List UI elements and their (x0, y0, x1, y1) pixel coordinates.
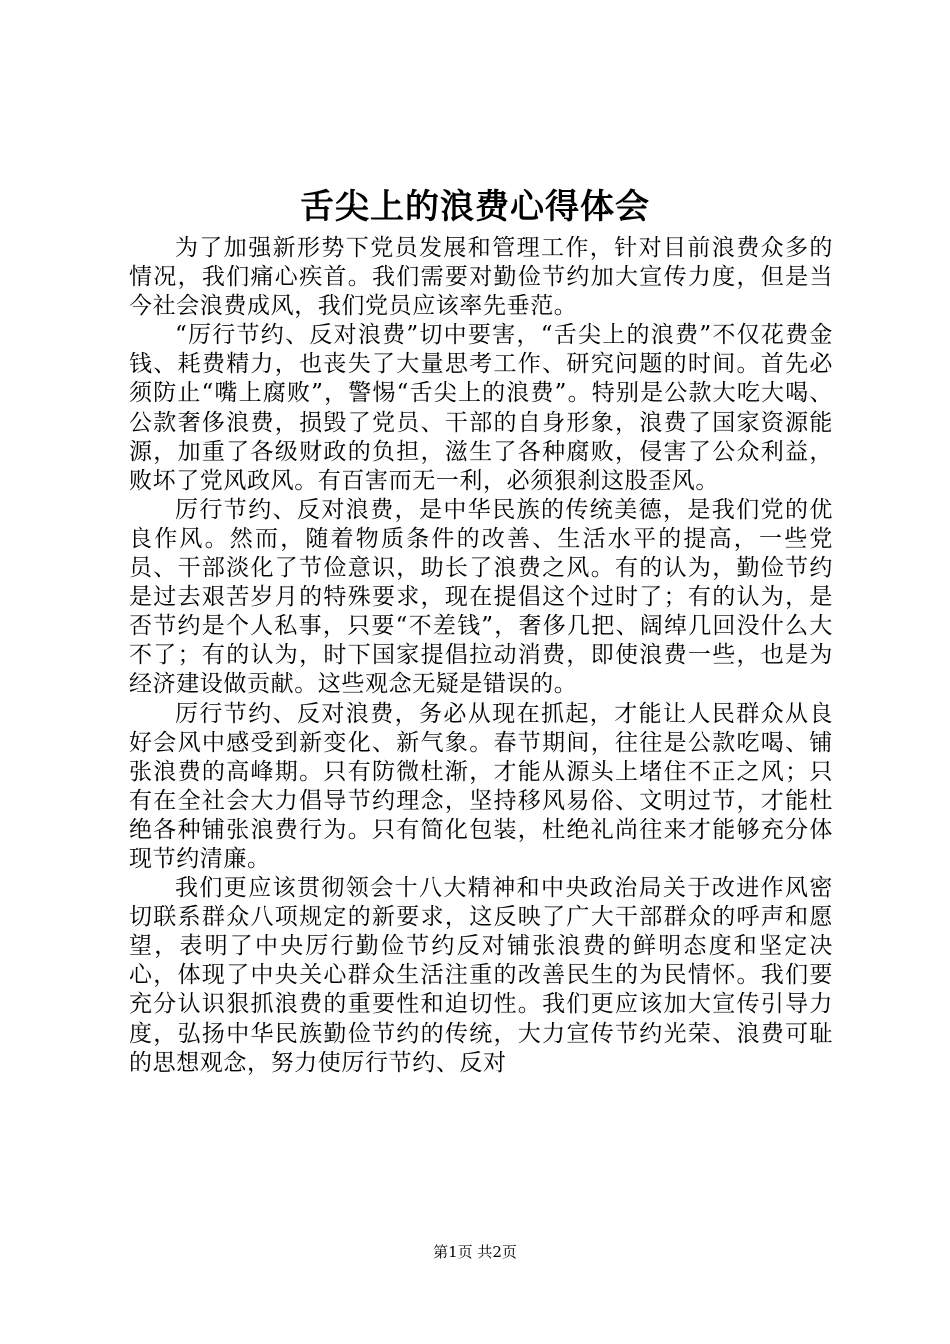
paragraph-2: “厉行节约、反对浪费”切中要害，“舌尖上的浪费”不仅花费金钱、耗费精力，也丧失了大量思考工作、研究问题的时间。首先必须防止“嘴上腐败”，警惕“舌尖上的浪费”。特别是公款大吃大喝、公款奢侈浪费，损毁了党员、干部的自身形象，浪费了国家资源能源，加重了各级财政的负担，滋生了各种腐败，侵害了公众利益，败坏了党风政风。有百害而无一利，必须狠刹这股歪风。 (129, 322, 833, 494)
paragraph-4: 厉行节约、反对浪费，务必从现在抓起，才能让人民群众从良好会风中感受到新变化、新气象。春节期间，往往是公款吃喝、铺张浪费的高峰期。只有防微杜渐，才能从源头上堵住不正之风；只有在全社会大力倡导节约理念，坚持移风易俗、文明过节，才能杜绝各种铺张浪费行为。只有简化包装，杜绝礼尚往来才能够充分体现节约清廉。 (129, 700, 833, 872)
paragraph-3: 厉行节约、反对浪费，是中华民族的传统美德，是我们党的优良作风。然而，随着物质条件的改善、生活水平的提高，一些党员、干部淡化了节俭意识，助长了浪费之风。有的认为，勤俭节约是过去艰苦岁月的特殊要求，现在提倡这个过时了；有的认为，是否节约是个人私事，只要“不差钱”，奢侈几把、阔绰几回没什么大不了；有的认为，时下国家提倡拉动消费，即使浪费一些，也是为经济建设做贡献。这些观念无疑是错误的。 (129, 496, 833, 698)
paragraph-5: 我们更应该贯彻领会十八大精神和中央政治局关于改进作风密切联系群众八项规定的新要求，这反映了广大干部群众的呼声和愿望，表明了中央厉行勤俭节约反对铺张浪费的鲜明态度和坚定决心，体现了中央关心群众生活注重的改善民生的为民情怀。我们要充分认识狠抓浪费的重要性和迫切性。我们更应该加大宣传引导力度，弘扬中华民族勤俭节约的传统，大力宣传节约光荣、浪费可耻的思想观念，努力使厉行节约、反对 (129, 875, 833, 1076)
document-body (129, 234, 833, 1078)
document-title: 舌尖上的浪费心得体会 (300, 187, 650, 227)
page-number-footer: 第1页 共2页 (433, 1243, 517, 1261)
paragraph-1: 为了加强新形势下党员发展和管理工作，针对目前浪费众多的情况，我们痛心疾首。我们需要对勤俭节约加大宣传力度，但是当今社会浪费成风，我们党员应该率先垂范。 (129, 235, 833, 320)
